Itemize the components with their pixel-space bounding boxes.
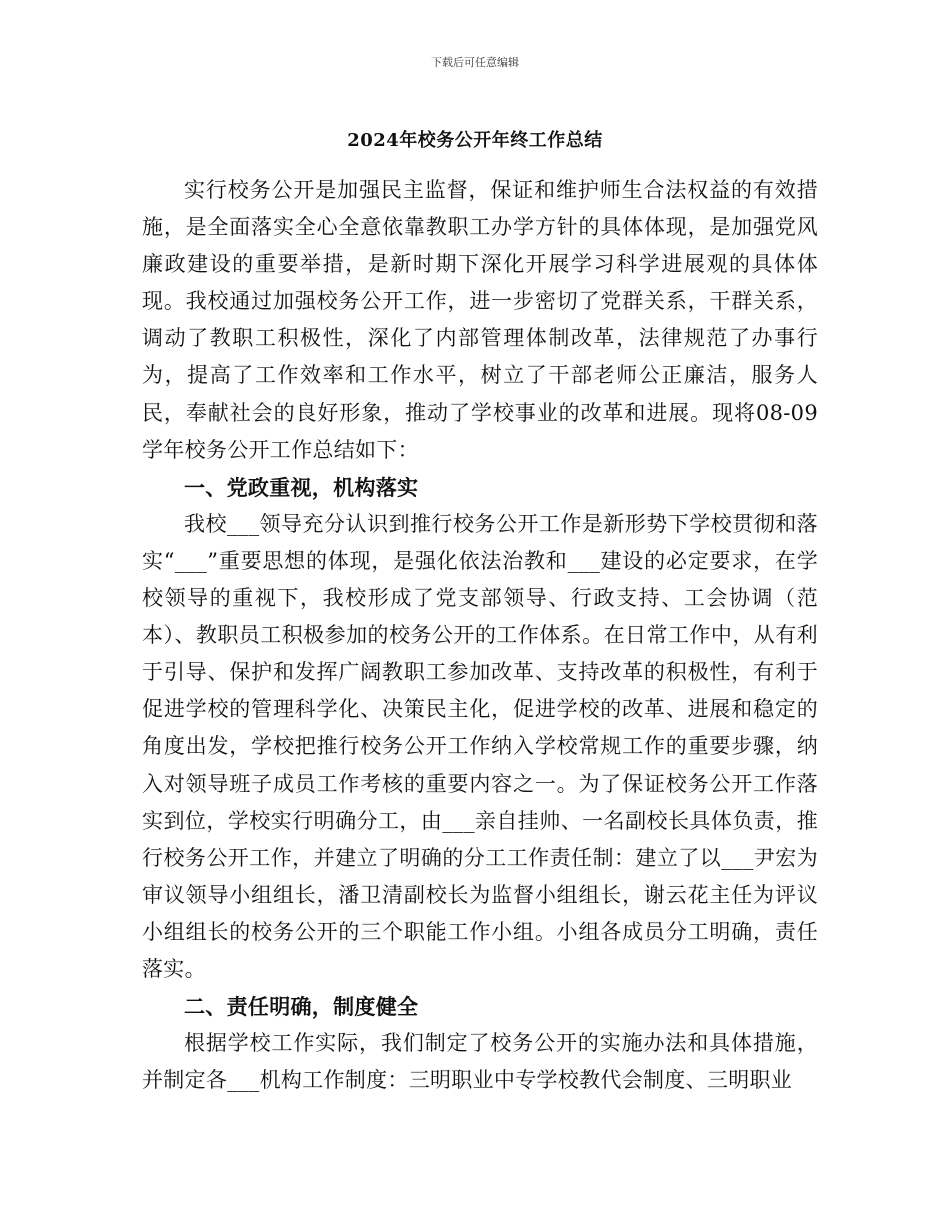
section-heading-1: 一、党政重视，机构落实 bbox=[184, 474, 419, 500]
header-note: 下载后可任意编辑 bbox=[431, 56, 519, 69]
document-title: 2024年校务公开年终工作总结 bbox=[347, 130, 603, 151]
paragraph-intro: 实行校务公开是加强民主监督，保证和维护师生合法权益的有效措施，是全面落实全心全意依靠教职工办学方针的具体体现，是加强党风廉政建设的重要举措，是新时期下深化开展学习科学进展观的具体体现。我校通过加强校务公开工作，进一步密切了党群关系，干群关系，调动了教职工积极性，深化了内部管理体制改革，法律规范了办事行为，提高了工作效率和工作水平，树立了干部老师公正廉洁，服务人民，奉献社会的良好形象，推动了学校事业的改革和进展。现将08-09学年校务公开工作总结如下： bbox=[142, 178, 818, 462]
section-heading-2: 二、责任明确，制度健全 bbox=[184, 994, 419, 1020]
document-body bbox=[142, 172, 818, 1099]
paragraph-section-2: 根据学校工作实际，我们制定了校务公开的实施办法和具体措施，并制定各___机构工作制度：三明职业中专学校教代会制度、三明职业 bbox=[142, 1031, 818, 1093]
paragraph-section-1: 我校___领导充分认识到推行校务公开工作是新形势下学校贯彻和落实“___”重要思想的体现，是强化依法治教和___建设的必定要求，在学校领导的重视下，我校形成了党支部领导、行政支持、工会协调（范本）、教职员工积极参加的校务公开的工作体系。在日常工作中，从有利于引导、保护和发挥广阔教职工参加改革、支持改革的积极性，有利于促进学校的管理科学化、决策民主化，促进学校的改革、进展和稳定的角度出发，学校把推行校务公开工作纳入学校常规工作的重要步骤，纳入对领导班子成员工作考核的重要内容之一。为了保证校务公开工作落实到位，学校实行明确分工，由___亲自挂帅、一名副校长具体负责，推行校务公开工作，并建立了明确的分工工作责任制：建立了以___尹宏为审议领导小组组长，潘卫清副校长为监督小组组长，谢云花主任为评议小组组长的校务公开的三个职能工作小组。小组各成员分工明确，责任落实。 bbox=[142, 511, 818, 981]
